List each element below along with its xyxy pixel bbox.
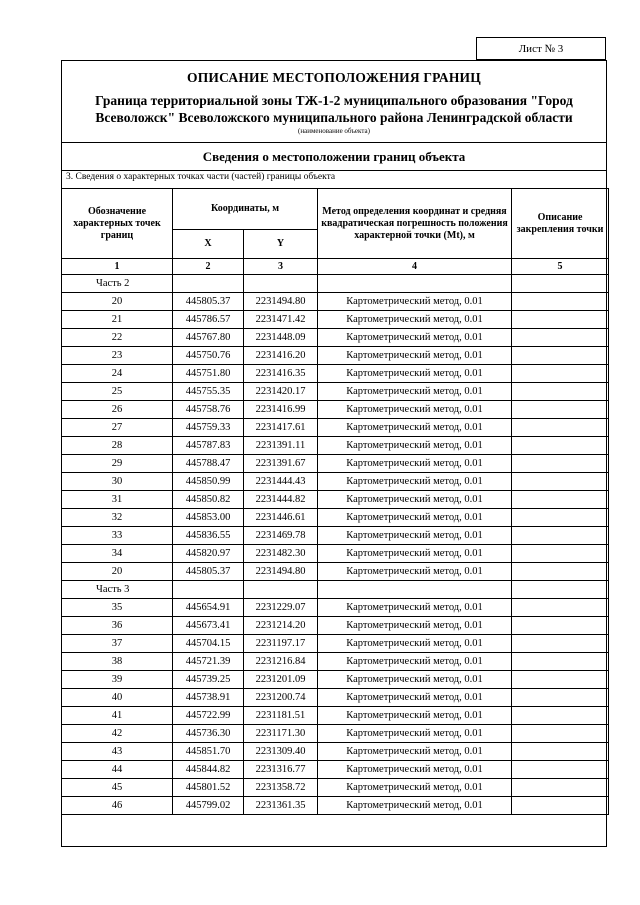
column-number: 5 bbox=[512, 259, 609, 275]
method-cell: Картометрический метод, 0.01 bbox=[318, 527, 512, 545]
table-row bbox=[62, 797, 609, 815]
method-cell: Картометрический метод, 0.01 bbox=[318, 383, 512, 401]
column-number: 3 bbox=[244, 259, 318, 275]
coord-y: 2231214.20 bbox=[244, 617, 318, 635]
point-id: 40 bbox=[62, 689, 173, 707]
point-id: 27 bbox=[62, 419, 173, 437]
coord-x: 445673.41 bbox=[173, 617, 244, 635]
method-cell: Картометрический метод, 0.01 bbox=[318, 563, 512, 581]
method-cell: Картометрический метод, 0.01 bbox=[318, 743, 512, 761]
point-id: 41 bbox=[62, 707, 173, 725]
part-label: Часть 3 bbox=[62, 581, 173, 599]
empty-cell bbox=[173, 275, 244, 293]
table-row bbox=[62, 347, 609, 365]
description-cell bbox=[512, 311, 609, 329]
coord-y: 2231391.11 bbox=[244, 437, 318, 455]
table-row bbox=[62, 419, 609, 437]
coord-y: 2231446.61 bbox=[244, 509, 318, 527]
coord-x: 445850.99 bbox=[173, 473, 244, 491]
point-id: 20 bbox=[62, 293, 173, 311]
coord-y: 2231444.43 bbox=[244, 473, 318, 491]
coord-x: 445722.99 bbox=[173, 707, 244, 725]
description-cell bbox=[512, 779, 609, 797]
method-cell: Картометрический метод, 0.01 bbox=[318, 779, 512, 797]
method-cell: Картометрический метод, 0.01 bbox=[318, 311, 512, 329]
description-cell bbox=[512, 599, 609, 617]
point-id: 24 bbox=[62, 365, 173, 383]
table-row bbox=[62, 473, 609, 491]
empty-cell bbox=[318, 581, 512, 599]
coord-y: 2231482.30 bbox=[244, 545, 318, 563]
object-name: Граница территориальной зоны ТЖ-1-2 муниципального образования "Город Всеволожск" Всеволожского муниципального района Ленинградской области bbox=[95, 93, 573, 125]
point-id: 29 bbox=[62, 455, 173, 473]
empty-cell bbox=[173, 581, 244, 599]
description-cell bbox=[512, 527, 609, 545]
coord-x: 445767.80 bbox=[173, 329, 244, 347]
method-cell: Картометрический метод, 0.01 bbox=[318, 635, 512, 653]
description-cell bbox=[512, 761, 609, 779]
point-id: 30 bbox=[62, 473, 173, 491]
table-row bbox=[62, 671, 609, 689]
description-cell bbox=[512, 671, 609, 689]
point-id: 25 bbox=[62, 383, 173, 401]
description-cell bbox=[512, 797, 609, 815]
description-cell bbox=[512, 689, 609, 707]
section-subtitle: 3. Сведения о характерных точках части (частей) границы объекта bbox=[66, 172, 336, 182]
point-id: 46 bbox=[62, 797, 173, 815]
coord-x: 445786.57 bbox=[173, 311, 244, 329]
method-cell: Картометрический метод, 0.01 bbox=[318, 455, 512, 473]
point-id: 38 bbox=[62, 653, 173, 671]
table-row bbox=[62, 509, 609, 527]
table-row bbox=[62, 689, 609, 707]
boundary-points-table bbox=[61, 188, 609, 815]
coord-x: 445853.00 bbox=[173, 509, 244, 527]
description-cell bbox=[512, 743, 609, 761]
table-row bbox=[62, 311, 609, 329]
empty-cell bbox=[512, 581, 609, 599]
method-cell: Картометрический метод, 0.01 bbox=[318, 707, 512, 725]
point-id: 23 bbox=[62, 347, 173, 365]
coord-x: 445758.76 bbox=[173, 401, 244, 419]
point-id: 37 bbox=[62, 635, 173, 653]
empty-cell bbox=[244, 581, 318, 599]
method-cell: Картометрический метод, 0.01 bbox=[318, 797, 512, 815]
coord-x: 445850.82 bbox=[173, 491, 244, 509]
header-description: Описание закрепления точки bbox=[512, 189, 609, 259]
header-y: Y bbox=[244, 230, 318, 259]
point-id: 33 bbox=[62, 527, 173, 545]
coord-x: 445799.02 bbox=[173, 797, 244, 815]
method-cell: Картометрический метод, 0.01 bbox=[318, 671, 512, 689]
description-cell bbox=[512, 437, 609, 455]
description-cell bbox=[512, 725, 609, 743]
method-cell: Картометрический метод, 0.01 bbox=[318, 509, 512, 527]
coord-x: 445738.91 bbox=[173, 689, 244, 707]
column-number-row bbox=[62, 259, 609, 275]
section-title: Сведения о местоположении границ объекта bbox=[202, 149, 466, 164]
coord-y: 2231309.40 bbox=[244, 743, 318, 761]
table-row bbox=[62, 617, 609, 635]
coord-y: 2231416.99 bbox=[244, 401, 318, 419]
method-cell: Картометрический метод, 0.01 bbox=[318, 617, 512, 635]
table-row bbox=[62, 725, 609, 743]
coord-x: 445736.30 bbox=[173, 725, 244, 743]
coord-x: 445801.52 bbox=[173, 779, 244, 797]
header-point: Обозначение характерных точек границ bbox=[62, 189, 173, 259]
coord-x: 445759.33 bbox=[173, 419, 244, 437]
description-cell bbox=[512, 509, 609, 527]
empty-cell bbox=[244, 275, 318, 293]
coord-x: 445844.82 bbox=[173, 761, 244, 779]
description-cell bbox=[512, 293, 609, 311]
coord-x: 445704.15 bbox=[173, 635, 244, 653]
method-cell: Картометрический метод, 0.01 bbox=[318, 545, 512, 563]
table-row bbox=[62, 329, 609, 347]
coord-y: 2231420.17 bbox=[244, 383, 318, 401]
method-cell: Картометрический метод, 0.01 bbox=[318, 473, 512, 491]
coord-y: 2231358.72 bbox=[244, 779, 318, 797]
description-cell bbox=[512, 419, 609, 437]
coord-y: 2231417.61 bbox=[244, 419, 318, 437]
coord-y: 2231361.35 bbox=[244, 797, 318, 815]
table-row bbox=[62, 779, 609, 797]
point-id: 21 bbox=[62, 311, 173, 329]
coord-y: 2231416.35 bbox=[244, 365, 318, 383]
coord-x: 445788.47 bbox=[173, 455, 244, 473]
header-method: Метод определения координат и средняя квадратическая погрешность положения характерной точки (Mt), м bbox=[318, 189, 512, 259]
coord-x: 445755.35 bbox=[173, 383, 244, 401]
description-cell bbox=[512, 653, 609, 671]
method-cell: Картометрический метод, 0.01 bbox=[318, 437, 512, 455]
point-id: 20 bbox=[62, 563, 173, 581]
description-cell bbox=[512, 347, 609, 365]
coord-y: 2231229.07 bbox=[244, 599, 318, 617]
column-number: 2 bbox=[173, 259, 244, 275]
coord-x: 445820.97 bbox=[173, 545, 244, 563]
description-cell bbox=[512, 563, 609, 581]
coord-y: 2231494.80 bbox=[244, 563, 318, 581]
coord-y: 2231469.78 bbox=[244, 527, 318, 545]
description-cell bbox=[512, 473, 609, 491]
method-cell: Картометрический метод, 0.01 bbox=[318, 347, 512, 365]
table-row bbox=[62, 437, 609, 455]
part-row bbox=[62, 581, 609, 599]
method-cell: Картометрический метод, 0.01 bbox=[318, 599, 512, 617]
coord-x: 445751.80 bbox=[173, 365, 244, 383]
description-cell bbox=[512, 365, 609, 383]
method-cell: Картометрический метод, 0.01 bbox=[318, 653, 512, 671]
empty-cell bbox=[512, 275, 609, 293]
coord-y: 2231391.67 bbox=[244, 455, 318, 473]
coord-y: 2231416.20 bbox=[244, 347, 318, 365]
point-id: 32 bbox=[62, 509, 173, 527]
point-id: 28 bbox=[62, 437, 173, 455]
table-row bbox=[62, 455, 609, 473]
point-id: 42 bbox=[62, 725, 173, 743]
coord-x: 445739.25 bbox=[173, 671, 244, 689]
document-title: ОПИСАНИЕ МЕСТОПОЛОЖЕНИЯ ГРАНИЦ bbox=[187, 70, 481, 85]
coord-y: 2231448.09 bbox=[244, 329, 318, 347]
description-cell bbox=[512, 707, 609, 725]
method-cell: Картометрический метод, 0.01 bbox=[318, 293, 512, 311]
table-row bbox=[62, 707, 609, 725]
table-row bbox=[62, 653, 609, 671]
description-cell bbox=[512, 635, 609, 653]
method-cell: Картометрический метод, 0.01 bbox=[318, 401, 512, 419]
coord-y: 2231316.77 bbox=[244, 761, 318, 779]
divider bbox=[62, 142, 606, 143]
column-number: 1 bbox=[62, 259, 173, 275]
header-coordinates: Координаты, м bbox=[173, 189, 318, 230]
point-id: 36 bbox=[62, 617, 173, 635]
coord-y: 2231494.80 bbox=[244, 293, 318, 311]
point-id: 45 bbox=[62, 779, 173, 797]
coord-x: 445721.39 bbox=[173, 653, 244, 671]
point-id: 34 bbox=[62, 545, 173, 563]
sheet-number: Лист № 3 bbox=[476, 37, 606, 60]
column-number: 4 bbox=[318, 259, 512, 275]
coord-x: 445851.70 bbox=[173, 743, 244, 761]
method-cell: Картометрический метод, 0.01 bbox=[318, 365, 512, 383]
point-id: 35 bbox=[62, 599, 173, 617]
coord-y: 2231171.30 bbox=[244, 725, 318, 743]
method-cell: Картометрический метод, 0.01 bbox=[318, 491, 512, 509]
part-row bbox=[62, 275, 609, 293]
document-frame bbox=[61, 60, 607, 847]
point-id: 39 bbox=[62, 671, 173, 689]
empty-cell bbox=[318, 275, 512, 293]
object-name-caption: (наименование объекта) bbox=[298, 127, 370, 135]
method-cell: Картометрический метод, 0.01 bbox=[318, 689, 512, 707]
description-cell bbox=[512, 455, 609, 473]
table-row bbox=[62, 527, 609, 545]
table-row bbox=[62, 491, 609, 509]
description-cell bbox=[512, 401, 609, 419]
table-row bbox=[62, 563, 609, 581]
table-row bbox=[62, 761, 609, 779]
table-row bbox=[62, 365, 609, 383]
point-id: 26 bbox=[62, 401, 173, 419]
table-row bbox=[62, 401, 609, 419]
coord-x: 445654.91 bbox=[173, 599, 244, 617]
table-row bbox=[62, 383, 609, 401]
coord-y: 2231200.74 bbox=[244, 689, 318, 707]
description-cell bbox=[512, 383, 609, 401]
coord-y: 2231181.51 bbox=[244, 707, 318, 725]
description-cell bbox=[512, 491, 609, 509]
method-cell: Картометрический метод, 0.01 bbox=[318, 725, 512, 743]
point-id: 22 bbox=[62, 329, 173, 347]
point-id: 44 bbox=[62, 761, 173, 779]
coord-y: 2231444.82 bbox=[244, 491, 318, 509]
coord-x: 445805.37 bbox=[173, 293, 244, 311]
point-id: 31 bbox=[62, 491, 173, 509]
coord-y: 2231216.84 bbox=[244, 653, 318, 671]
description-cell bbox=[512, 329, 609, 347]
description-cell bbox=[512, 545, 609, 563]
coord-x: 445805.37 bbox=[173, 563, 244, 581]
table-row bbox=[62, 293, 609, 311]
coord-x: 445787.83 bbox=[173, 437, 244, 455]
header-x: X bbox=[173, 230, 244, 259]
table-row bbox=[62, 635, 609, 653]
coord-y: 2231471.42 bbox=[244, 311, 318, 329]
coord-y: 2231201.09 bbox=[244, 671, 318, 689]
coord-y: 2231197.17 bbox=[244, 635, 318, 653]
coord-x: 445836.55 bbox=[173, 527, 244, 545]
method-cell: Картометрический метод, 0.01 bbox=[318, 761, 512, 779]
table-row bbox=[62, 743, 609, 761]
part-label: Часть 2 bbox=[62, 275, 173, 293]
description-cell bbox=[512, 617, 609, 635]
method-cell: Картометрический метод, 0.01 bbox=[318, 419, 512, 437]
divider bbox=[62, 170, 606, 171]
point-id: 43 bbox=[62, 743, 173, 761]
method-cell: Картометрический метод, 0.01 bbox=[318, 329, 512, 347]
coord-x: 445750.76 bbox=[173, 347, 244, 365]
table-row bbox=[62, 545, 609, 563]
table-row bbox=[62, 599, 609, 617]
